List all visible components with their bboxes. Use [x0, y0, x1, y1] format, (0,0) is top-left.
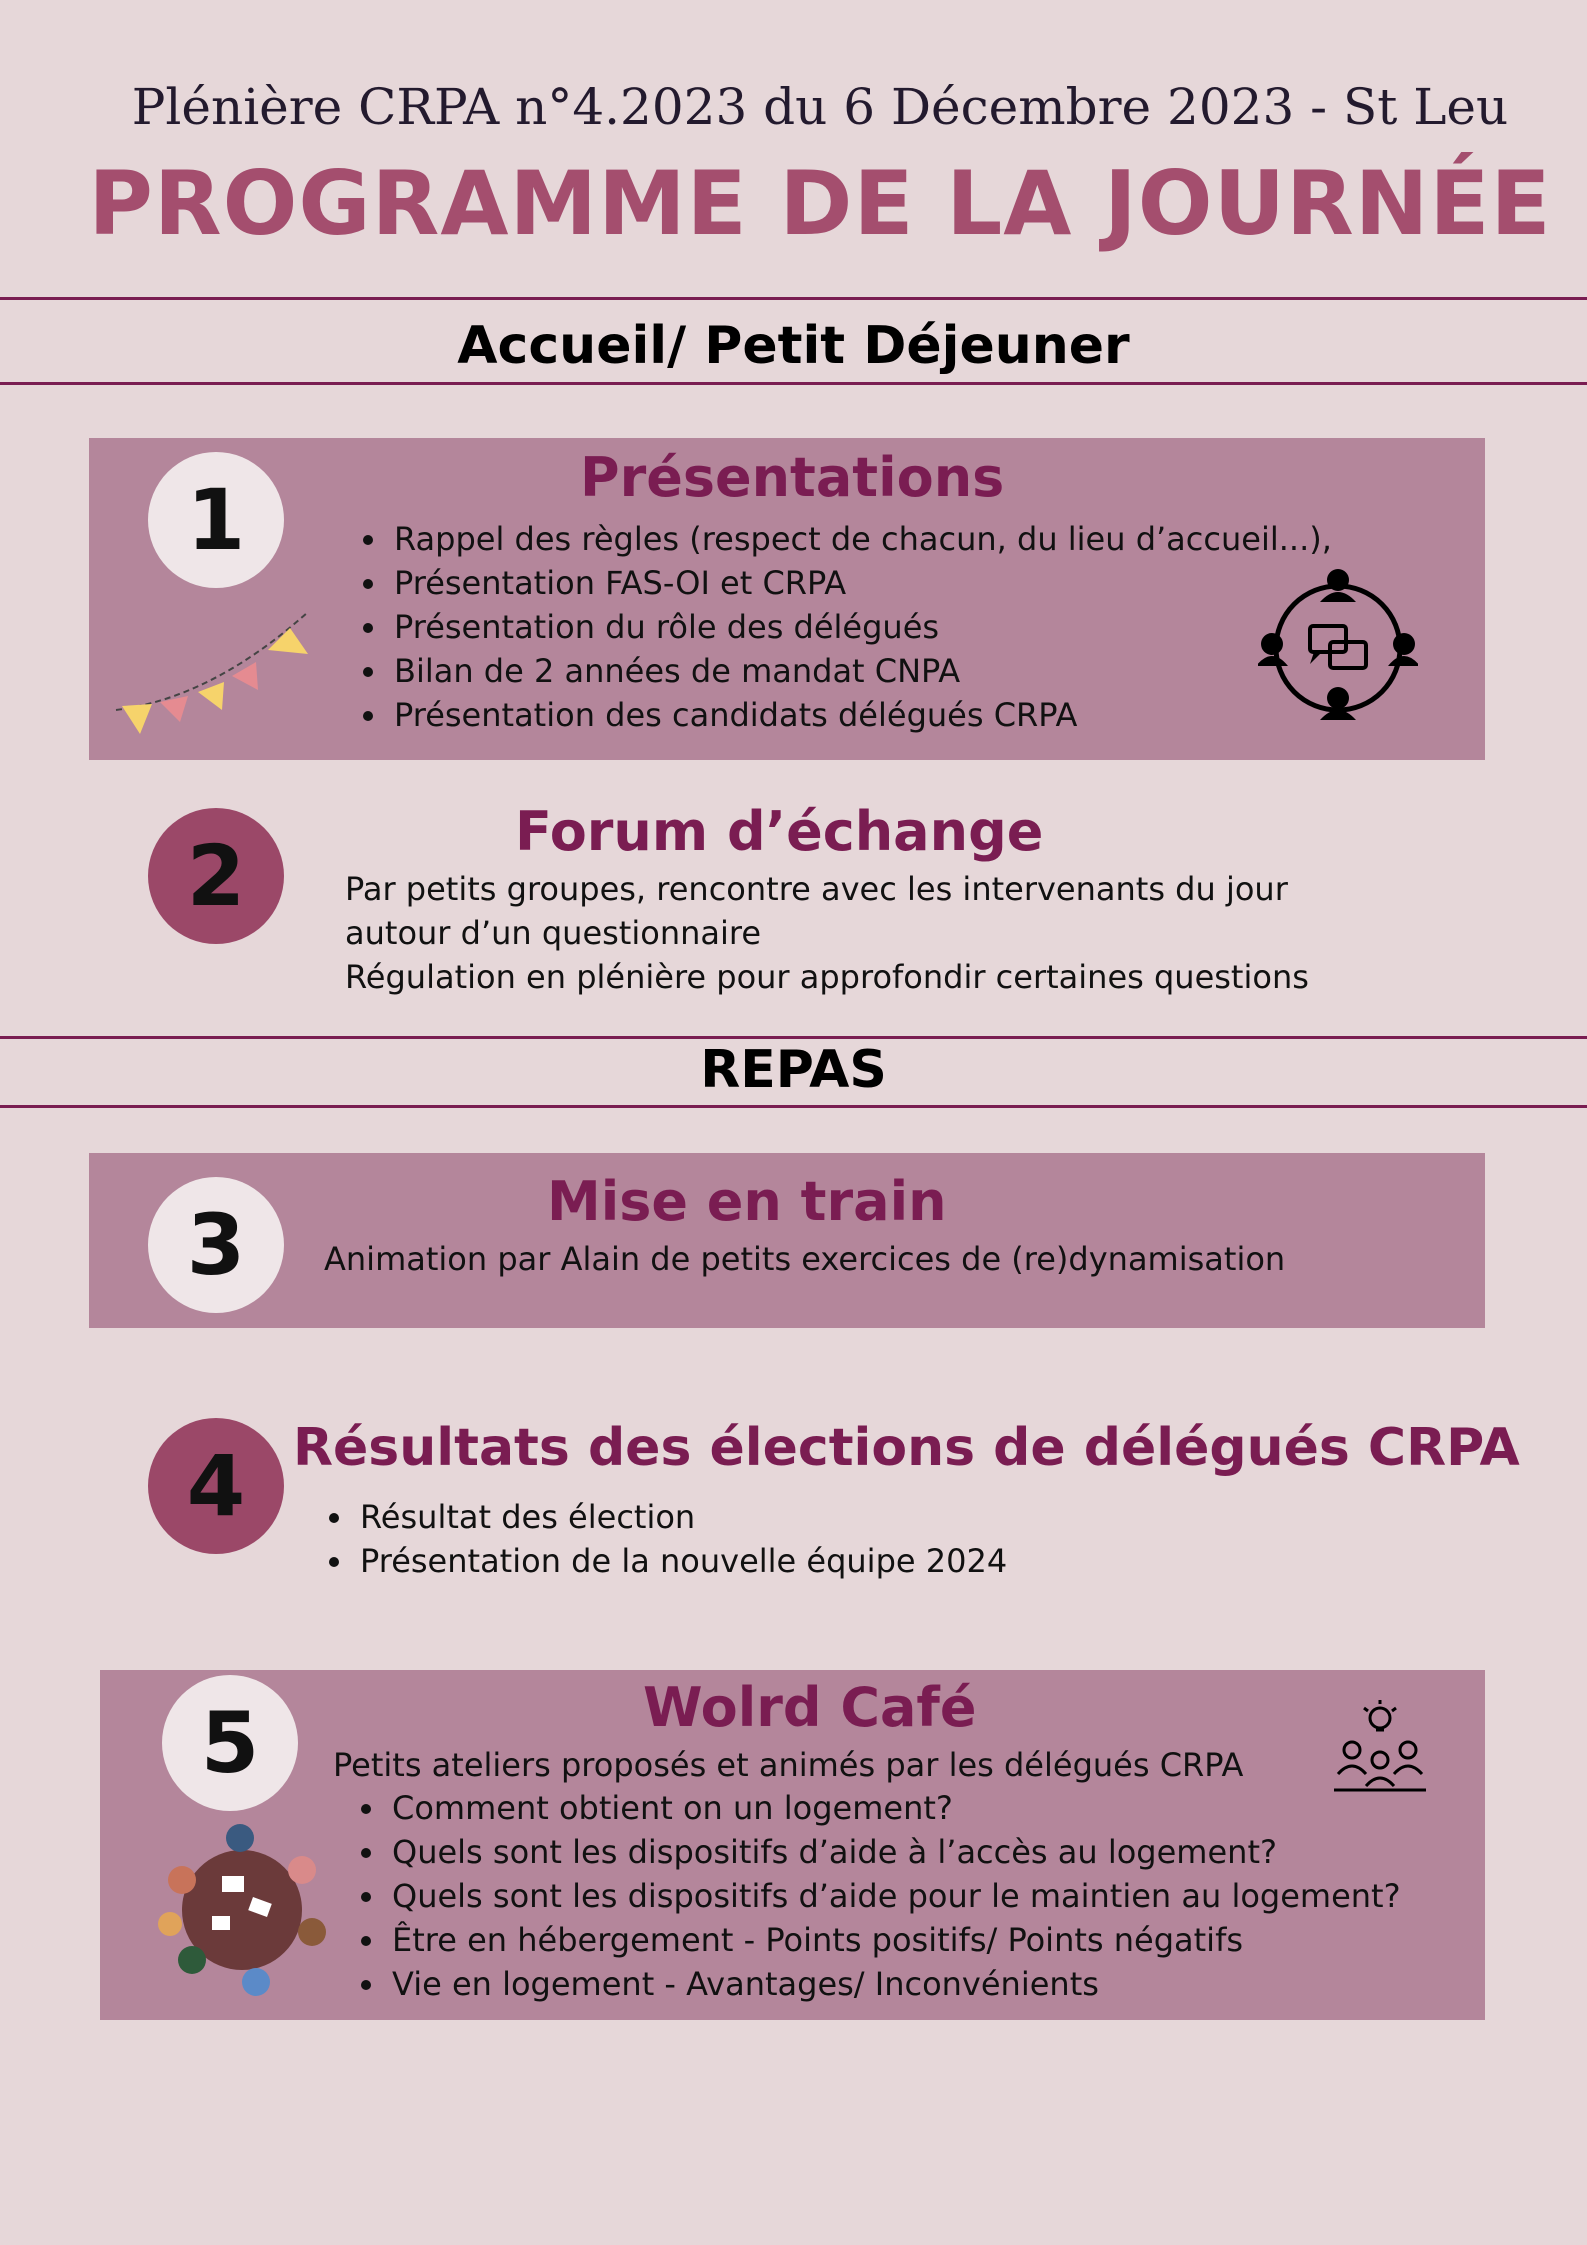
- divider: [0, 297, 1587, 300]
- list-item: • Présentation FAS-OI et CRPA: [390, 561, 1332, 605]
- list-item: • Quels sont les dispositifs d’aide pour le maintien au logement?: [388, 1874, 1401, 1918]
- page-title: PROGRAMME DE LA JOURNÉE: [88, 152, 1552, 255]
- text-line: Par petits groupes, rencontre avec les intervenants du jour: [345, 870, 1288, 908]
- section-2-title: Forum d’échange: [515, 800, 1044, 863]
- text-line: Régulation en plénière pour approfondir certaines questions: [345, 958, 1309, 996]
- section-4-list: [318, 1495, 1007, 1583]
- section-3-number: 3: [148, 1177, 284, 1313]
- divider: [0, 1036, 1587, 1039]
- list-item: • Vie en logement - Avantages/ Inconvénients: [388, 1962, 1401, 2006]
- text-line: autour d’un questionnaire: [345, 914, 762, 952]
- section-5-title: Wolrd Café: [643, 1676, 977, 1739]
- section-5-number: 5: [162, 1675, 298, 1811]
- list-item: • Quels sont les dispositifs d’aide à l’accès au logement?: [388, 1830, 1401, 1874]
- section-5-intro: Petits ateliers proposés et animés par les délégués CRPA: [333, 1746, 1244, 1784]
- list-item: • Comment obtient on un logement?: [388, 1786, 1401, 1830]
- divider: [0, 382, 1587, 385]
- event-subtitle: Plénière CRPA n°4.2023 du 6 Décembre 2023 - St Leu: [131, 78, 1509, 136]
- list-item: • Présentation des candidats délégués CRPA: [390, 693, 1332, 737]
- bunting-icon: [112, 598, 312, 738]
- list-item: • Résultat des élection: [356, 1495, 1007, 1539]
- list-item: • Présentation de la nouvelle équipe 2024: [356, 1539, 1007, 1583]
- round-table-icon: [152, 1820, 332, 2000]
- band-repas: REPAS: [700, 1040, 887, 1100]
- list-item: • Rappel des règles (respect de chacun, du lieu d’accueil...),: [390, 517, 1332, 561]
- divider: [0, 1105, 1587, 1108]
- discussion-group-icon: [1258, 568, 1418, 728]
- list-item: • Présentation du rôle des délégués: [390, 605, 1332, 649]
- section-2-number: 2: [148, 808, 284, 944]
- section-3-text: Animation par Alain de petits exercices de (re)dynamisation: [324, 1240, 1286, 1278]
- section-4-title: Résultats des élections de délégués CRPA: [293, 1418, 1520, 1478]
- section-1-list: [352, 517, 1332, 737]
- list-item: • Être en hébergement - Points positifs/ Points négatifs: [388, 1918, 1401, 1962]
- section-1-title: Présentations: [580, 446, 1005, 509]
- section-3-title: Mise en train: [547, 1170, 947, 1233]
- section-2-text: [345, 867, 1309, 999]
- list-item: • Bilan de 2 années de mandat CNPA: [390, 649, 1332, 693]
- section-5-list: [350, 1786, 1401, 2006]
- idea-team-icon: [1330, 1698, 1430, 1798]
- section-4-number: 4: [148, 1418, 284, 1554]
- band-accueil: Accueil/ Petit Déjeuner: [457, 316, 1130, 376]
- section-1-number: 1: [148, 452, 284, 588]
